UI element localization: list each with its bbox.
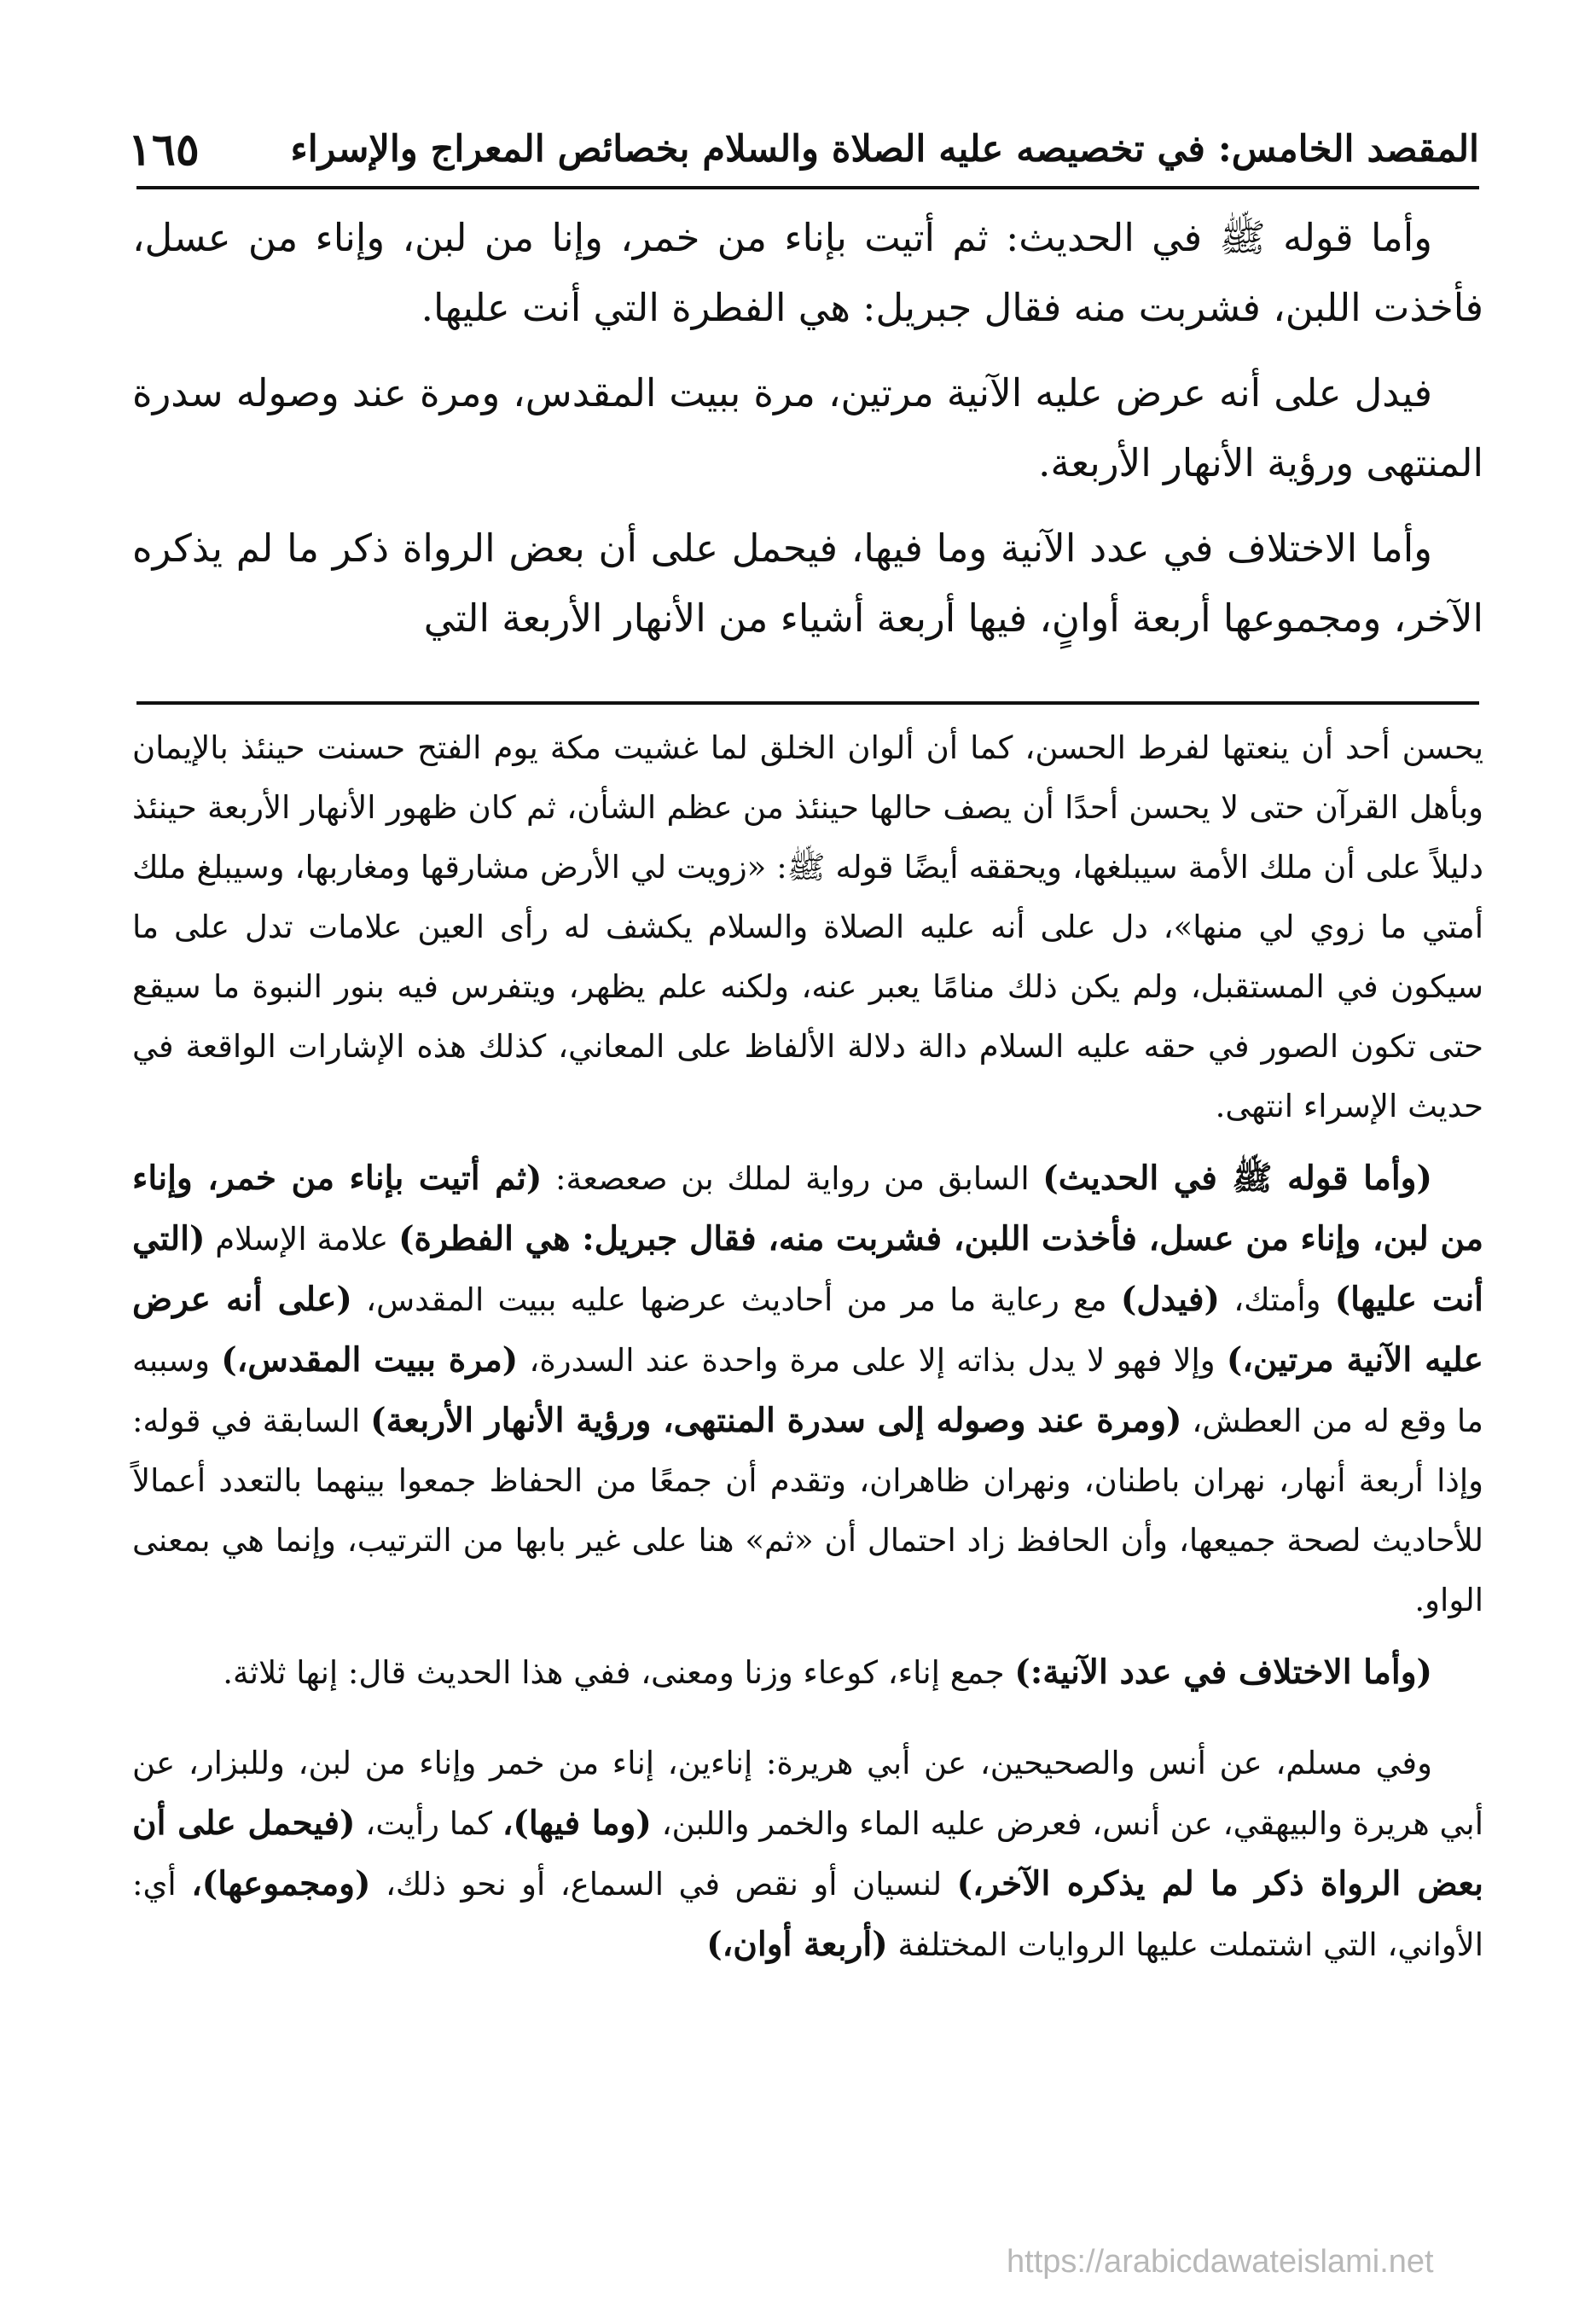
quoted-text: (فيحمل على أن بعض الرواة ذكر ما لم يذكره الآخر،) xyxy=(132,1804,1483,1903)
quoted-text: (التي أنت عليها) xyxy=(132,1219,1484,1319)
commentary-text-run: وفي مسلم، عن أنس والصحيحين، عن أبي هريرة: إناءين، إناء من خمر وإناء من لبن، وللبزار، عن أبي هريرة والبيهقي، عن أنس، فعرض عليه الماء والخمر واللبن، xyxy=(132,1745,1483,1842)
main-paragraph: وأما الاختلاف في عدد الآنية وما فيها، فيحمل على أن بعض الرواة ذكر ما لم يذكره الآخر، ومجموعها أربعة أوانٍ، فيها أربعة أشياء من الأنهار الأربعة التي xyxy=(132,526,1483,641)
commentary-text-run: أي: الأواني، التي اشتملت عليها الروايات المختلفة xyxy=(132,1866,1483,1963)
quoted-text: (ومجموعها)، xyxy=(191,1864,371,1903)
commentary-text-run: وسببه ما وقع له من العطش، xyxy=(132,1342,1484,1439)
commentary-text-run: وأمتك، xyxy=(1219,1281,1335,1318)
commentary-text-run: السابقة في قوله: وإذا أربعة أنهار، نهران باطنان، ونهران ظاهران، وتقدم أن جمعًا من الحفاظ جمعوا بينهما بالتعدد أعمالاً للأحاديث لصحة جميعها، وأن الحافظ زاد احتمال أن «ثم» هنا على غير بابها من الترتيب، وإنما هي بمعنى الواو. xyxy=(132,1403,1483,1618)
commentary-text-run: وإلا فهو لا يدل بذاته إلا على مرة واحدة عند السدرة، xyxy=(518,1342,1227,1379)
running-title: المقصد الخامس: في تخصيصه عليه الصلاة والسلام بخصائص المعراج والإسراء xyxy=(290,128,1479,171)
commentary-text-run: لنسيان أو نقص في السماع، أو نحو ذلك، xyxy=(370,1866,957,1903)
quoted-text: (على أنه عرض عليه الآنية مرتين،) xyxy=(132,1280,1483,1380)
commentary-paragraph xyxy=(132,1148,1483,1630)
main-paragraph: فيدل على أنه عرض عليه الآنية مرتين، مرة ببيت المقدس، ومرة عند وصوله سدرة المنتهى ورؤية الأنهار الأربعة. xyxy=(132,370,1483,485)
quoted-text: (مرة ببيت المقدس،) xyxy=(221,1340,519,1380)
quoted-text: (ثم أتيت بإناء من خمر، وإناء من لبن، وإناء من عسل، فأخذت اللبن، فشربت منه، فقال جبريل: هي الفطرة) xyxy=(132,1159,1483,1258)
quoted-text: (ومرة عند وصوله إلى سدرة المنتهى، ورؤية الأنهار الأربعة) xyxy=(370,1401,1182,1440)
commentary-text-run: علامة الإسلام xyxy=(205,1221,399,1258)
commentary-separator xyxy=(136,701,1479,705)
watermark-url: https://arabicdawateislami.net xyxy=(1007,2244,1434,2280)
page-header xyxy=(128,111,1479,188)
page-number: ١٦٥ xyxy=(128,123,200,176)
commentary-paragraph: يحسن أحد أن ينعتها لفرط الحسن، كما أن ألوان الخلق لما غشيت مكة يوم الفتح حسنت حينئذ بالإيمان وبأهل القرآن حتى لا يحسن أحدًا أن يصف حالها حينئذ من عظم الشأن، ثم كان ظهور الأنهار الأربعة حينئذ دليلاً على أن ملك الأمة سيبلغها، ويحققه أيضًا قوله ﷺ: «زويت لي الأرض مشارقها ومغاربها، وسيبلغ ملك أمتي ما زوي لي منها»، دل على أنه عليه الصلاة والسلام يكشف له رأى العين علامات تدل على ما سيكون في المستقبل، ولم يكن ذلك منامًا يعبر عنه، ولكنه علم يظهر، ويتفرس فيه بنور النبوة ما سيقع حتى تكون الصور في حقه عليه السلام دالة دلالة الألفاظ على المعاني، كذلك هذه الإشارات الواقعة في حديث الإسراء انتهى. xyxy=(132,729,1483,1124)
commentary-paragraph xyxy=(132,1642,1483,1703)
commentary-text-run: جمع إناء، كوعاء وزنا ومعنى، ففي هذا الحديث قال: إنها ثلاثة. xyxy=(223,1654,1015,1691)
quoted-text: (وما فيها)، xyxy=(502,1804,652,1843)
commentary-text-run: كما رأيت، xyxy=(355,1805,502,1842)
quoted-text: (أربعة أوان،) xyxy=(706,1925,888,1964)
commentary-paragraph xyxy=(132,1734,1483,1975)
header-rule xyxy=(136,186,1479,189)
commentary-text-run: مع رعاية ما مر من أحاديث عرضها عليه ببيت المقدس، xyxy=(351,1281,1121,1318)
commentary-text-run: السابق من رواية لملك بن صعصعة: xyxy=(542,1160,1043,1197)
main-paragraph: وأما قوله ﷺ في الحديث: ثم أتيت بإناء من خمر، وإنا من لبن، وإناء من عسل، فأخذت اللبن، فشربت منه فقال جبريل: هي الفطرة التي أنت عليها. xyxy=(132,215,1483,330)
quoted-text: (وأما قوله ﷺ في الحديث) xyxy=(1042,1159,1432,1198)
quoted-text: (وأما الاختلاف في عدد الآنية:) xyxy=(1014,1653,1432,1692)
commentary-text xyxy=(132,718,1483,2228)
quoted-text: (فيدل) xyxy=(1120,1280,1220,1319)
main-text xyxy=(132,203,1483,689)
